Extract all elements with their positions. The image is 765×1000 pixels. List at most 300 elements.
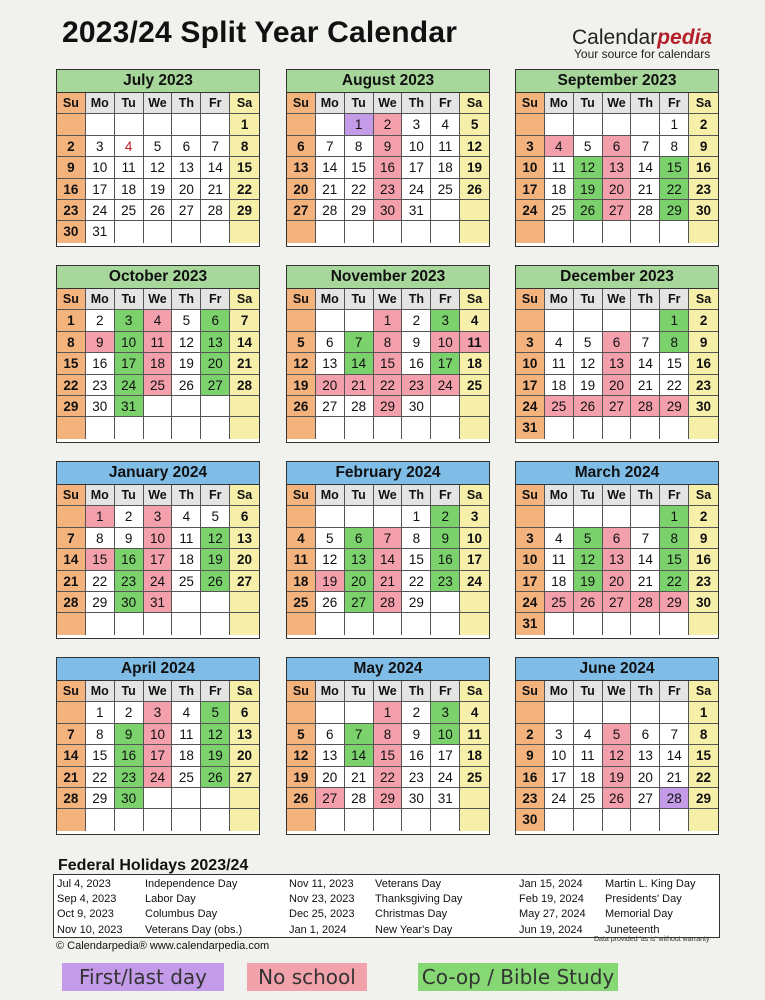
day-cell: 2	[57, 136, 86, 157]
day-cell: 2	[689, 506, 718, 527]
brand-name-b: pedia	[657, 26, 713, 49]
day-cell: 10	[431, 724, 460, 745]
day-cell: 5	[144, 136, 173, 157]
day-cell: 16	[115, 745, 144, 766]
month-grid	[516, 289, 718, 439]
holidays-column	[289, 877, 462, 938]
weekday-header: Tu	[115, 93, 144, 114]
day-cell: 27	[287, 200, 316, 221]
month-grid	[287, 681, 489, 831]
day-cell: 21	[345, 767, 374, 788]
day-cell: 23	[374, 179, 403, 200]
month-title: May 2024	[287, 658, 489, 681]
day-cell: 9	[689, 136, 718, 157]
day-cell: 6	[631, 724, 660, 745]
day-cell: 30	[115, 788, 144, 809]
day-cell: 27	[603, 200, 632, 221]
day-cell: 11	[115, 157, 144, 178]
weekday-header: Sa	[460, 681, 489, 702]
day-cell: 8	[57, 332, 86, 353]
day-cell: 20	[345, 571, 374, 592]
month-calendar	[56, 69, 260, 247]
day-cell: 3	[460, 506, 489, 527]
holiday-row	[57, 877, 242, 892]
day-cell: 3	[431, 702, 460, 723]
day-cell: 18	[460, 353, 489, 374]
day-cell: 11	[545, 353, 574, 374]
empty-day-cell	[57, 809, 86, 830]
day-cell: 9	[115, 528, 144, 549]
weekday-header: We	[603, 681, 632, 702]
holiday-row	[57, 892, 242, 907]
empty-day-cell	[287, 310, 316, 331]
empty-day-cell	[402, 221, 431, 242]
empty-day-cell	[57, 613, 86, 634]
empty-day-cell	[316, 809, 345, 830]
empty-day-cell	[230, 809, 259, 830]
holiday-date: Jul 4, 2023	[57, 878, 111, 890]
day-cell: 25	[545, 592, 574, 613]
day-cell: 30	[86, 396, 115, 417]
day-cell: 5	[460, 114, 489, 135]
day-cell: 20	[230, 549, 259, 570]
empty-day-cell	[574, 221, 603, 242]
day-cell: 21	[631, 571, 660, 592]
weekday-header: Su	[57, 681, 86, 702]
day-cell: 1	[374, 702, 403, 723]
day-cell: 23	[115, 571, 144, 592]
empty-day-cell	[431, 613, 460, 634]
empty-day-cell	[172, 221, 201, 242]
empty-day-cell	[631, 506, 660, 527]
day-cell: 10	[431, 332, 460, 353]
day-cell: 14	[631, 353, 660, 374]
empty-day-cell	[660, 702, 689, 723]
day-cell: 2	[516, 724, 545, 745]
day-cell: 1	[86, 506, 115, 527]
day-cell: 13	[172, 157, 201, 178]
day-cell: 24	[115, 375, 144, 396]
holiday-name: Christmas Day	[375, 908, 448, 921]
weekday-header: Mo	[86, 485, 115, 506]
weekday-header: Fr	[201, 289, 230, 310]
empty-day-cell	[402, 613, 431, 634]
empty-day-cell	[345, 417, 374, 438]
day-cell: 29	[402, 592, 431, 613]
day-cell: 21	[660, 767, 689, 788]
empty-day-cell	[374, 506, 403, 527]
holidays-title: Federal Holidays 2023/24	[58, 857, 249, 874]
day-cell: 15	[86, 549, 115, 570]
weekday-header: We	[374, 681, 403, 702]
empty-day-cell	[603, 702, 632, 723]
weekday-header: Sa	[460, 485, 489, 506]
day-cell: 12	[574, 549, 603, 570]
weekday-header: Sa	[230, 289, 259, 310]
day-cell: 29	[345, 200, 374, 221]
day-cell: 16	[516, 767, 545, 788]
empty-day-cell	[431, 396, 460, 417]
day-cell: 4	[460, 310, 489, 331]
day-cell: 1	[660, 506, 689, 527]
day-cell: 20	[287, 179, 316, 200]
empty-day-cell	[603, 809, 632, 830]
empty-day-cell	[144, 221, 173, 242]
day-cell: 3	[516, 136, 545, 157]
weekday-header: Mo	[86, 93, 115, 114]
weekday-header: Su	[57, 289, 86, 310]
month-grid	[287, 93, 489, 243]
holiday-name: Thanksgiving Day	[375, 893, 463, 906]
day-cell: 7	[345, 724, 374, 745]
day-cell: 26	[201, 571, 230, 592]
weekday-header: Mo	[545, 485, 574, 506]
day-cell: 4	[545, 528, 574, 549]
day-cell: 16	[402, 745, 431, 766]
day-cell: 12	[201, 528, 230, 549]
weekday-header: Mo	[86, 681, 115, 702]
weekday-header: We	[144, 93, 173, 114]
day-cell: 31	[402, 200, 431, 221]
day-cell: 9	[402, 724, 431, 745]
day-cell: 21	[345, 375, 374, 396]
holiday-date: Nov 23, 2023	[289, 893, 355, 906]
day-cell: 3	[402, 114, 431, 135]
day-cell: 15	[374, 353, 403, 374]
day-cell: 9	[402, 332, 431, 353]
day-cell: 25	[460, 767, 489, 788]
empty-day-cell	[431, 221, 460, 242]
day-cell: 18	[545, 571, 574, 592]
day-cell: 23	[431, 571, 460, 592]
day-cell: 18	[172, 745, 201, 766]
empty-day-cell	[230, 592, 259, 613]
empty-day-cell	[431, 200, 460, 221]
empty-day-cell	[230, 788, 259, 809]
empty-day-cell	[287, 702, 316, 723]
day-cell: 8	[345, 136, 374, 157]
day-cell: 4	[172, 702, 201, 723]
weekday-header: Tu	[115, 289, 144, 310]
day-cell: 2	[402, 702, 431, 723]
day-cell: 11	[460, 332, 489, 353]
day-cell: 15	[660, 549, 689, 570]
day-cell: 22	[660, 571, 689, 592]
empty-day-cell	[144, 809, 173, 830]
day-cell: 22	[660, 179, 689, 200]
day-cell: 9	[689, 332, 718, 353]
day-cell: 17	[431, 353, 460, 374]
day-cell: 16	[402, 353, 431, 374]
month-title: November 2023	[287, 266, 489, 289]
day-cell: 13	[316, 353, 345, 374]
weekday-header: Su	[57, 93, 86, 114]
day-cell: 17	[402, 157, 431, 178]
day-cell: 15	[660, 157, 689, 178]
day-cell: 24	[431, 375, 460, 396]
month-calendar	[286, 265, 490, 443]
day-cell: 28	[345, 788, 374, 809]
day-cell: 29	[689, 788, 718, 809]
day-cell: 22	[345, 179, 374, 200]
day-cell: 24	[516, 200, 545, 221]
day-cell: 4	[115, 136, 144, 157]
day-cell: 11	[460, 724, 489, 745]
empty-day-cell	[603, 506, 632, 527]
holiday-row	[519, 892, 695, 907]
day-cell: 17	[516, 179, 545, 200]
day-cell: 12	[287, 353, 316, 374]
month-calendar	[286, 69, 490, 247]
empty-day-cell	[230, 221, 259, 242]
day-cell: 3	[144, 506, 173, 527]
day-cell: 29	[374, 396, 403, 417]
weekday-header: Fr	[660, 289, 689, 310]
weekday-header: Su	[287, 93, 316, 114]
weekday-header: Fr	[201, 485, 230, 506]
day-cell: 17	[516, 571, 545, 592]
day-cell: 6	[230, 506, 259, 527]
empty-day-cell	[460, 221, 489, 242]
day-cell: 14	[374, 549, 403, 570]
weekday-header: We	[374, 485, 403, 506]
weekday-header: We	[603, 485, 632, 506]
month-grid	[57, 289, 259, 439]
day-cell: 25	[172, 767, 201, 788]
day-cell: 23	[689, 571, 718, 592]
empty-day-cell	[574, 809, 603, 830]
day-cell: 22	[230, 179, 259, 200]
day-cell: 1	[660, 114, 689, 135]
day-cell: 24	[86, 200, 115, 221]
day-cell: 28	[57, 788, 86, 809]
weekday-header: Mo	[316, 485, 345, 506]
empty-day-cell	[516, 506, 545, 527]
day-cell: 22	[660, 375, 689, 396]
day-cell: 24	[144, 571, 173, 592]
day-cell: 30	[374, 200, 403, 221]
empty-day-cell	[660, 417, 689, 438]
month-grid	[287, 289, 489, 439]
day-cell: 3	[431, 310, 460, 331]
empty-day-cell	[57, 702, 86, 723]
day-cell: 8	[374, 724, 403, 745]
holiday-name: Veterans Day (obs.)	[145, 923, 243, 936]
day-cell: 17	[115, 353, 144, 374]
holidays-column	[519, 877, 695, 938]
day-cell: 23	[689, 375, 718, 396]
empty-day-cell	[516, 702, 545, 723]
day-cell: 10	[144, 528, 173, 549]
day-cell: 11	[545, 157, 574, 178]
weekday-header: Mo	[316, 93, 345, 114]
day-cell: 6	[230, 702, 259, 723]
day-cell: 23	[86, 375, 115, 396]
day-cell: 28	[660, 788, 689, 809]
weekday-header: Fr	[660, 485, 689, 506]
day-cell: 5	[201, 506, 230, 527]
empty-day-cell	[460, 613, 489, 634]
empty-day-cell	[345, 613, 374, 634]
month-title: August 2023	[287, 70, 489, 93]
day-cell: 13	[287, 157, 316, 178]
weekday-header: Tu	[574, 485, 603, 506]
day-cell: 23	[402, 767, 431, 788]
day-cell: 26	[603, 788, 632, 809]
empty-day-cell	[172, 592, 201, 613]
day-cell: 24	[144, 767, 173, 788]
day-cell: 15	[689, 745, 718, 766]
holiday-name: New Year's Day	[375, 923, 453, 936]
empty-day-cell	[57, 114, 86, 135]
empty-day-cell	[86, 613, 115, 634]
day-cell: 24	[460, 571, 489, 592]
day-cell: 26	[316, 592, 345, 613]
month-calendar	[286, 461, 490, 639]
day-cell: 27	[172, 200, 201, 221]
empty-day-cell	[689, 221, 718, 242]
day-cell: 6	[287, 136, 316, 157]
day-cell: 13	[345, 549, 374, 570]
month-title: April 2024	[57, 658, 259, 681]
day-cell: 16	[115, 549, 144, 570]
day-cell: 17	[460, 549, 489, 570]
empty-day-cell	[345, 702, 374, 723]
empty-day-cell	[201, 114, 230, 135]
day-cell: 19	[574, 375, 603, 396]
day-cell: 25	[545, 396, 574, 417]
empty-day-cell	[460, 417, 489, 438]
weekday-header: We	[603, 93, 632, 114]
day-cell: 14	[230, 332, 259, 353]
day-cell: 18	[545, 375, 574, 396]
day-cell: 20	[603, 375, 632, 396]
day-cell: 19	[172, 353, 201, 374]
empty-day-cell	[144, 114, 173, 135]
weekday-header: Su	[516, 681, 545, 702]
weekday-header: Sa	[460, 93, 489, 114]
weekday-header: Th	[402, 485, 431, 506]
day-cell: 13	[603, 157, 632, 178]
weekday-header: Su	[287, 681, 316, 702]
empty-day-cell	[374, 417, 403, 438]
day-cell: 19	[287, 767, 316, 788]
empty-day-cell	[516, 310, 545, 331]
weekday-header: Fr	[660, 93, 689, 114]
day-cell: 14	[660, 745, 689, 766]
day-cell: 24	[516, 396, 545, 417]
day-cell: 29	[374, 788, 403, 809]
day-cell: 24	[545, 788, 574, 809]
empty-day-cell	[689, 613, 718, 634]
weekday-header: We	[144, 485, 173, 506]
holiday-date: Jan 15, 2024	[519, 878, 583, 890]
day-cell: 15	[57, 353, 86, 374]
day-cell: 28	[57, 592, 86, 613]
day-cell: 25	[545, 200, 574, 221]
weekday-header: We	[144, 289, 173, 310]
empty-day-cell	[574, 506, 603, 527]
day-cell: 29	[86, 592, 115, 613]
day-cell: 18	[460, 745, 489, 766]
month-calendar	[515, 69, 719, 247]
day-cell: 27	[603, 396, 632, 417]
day-cell: 12	[460, 136, 489, 157]
weekday-header: Th	[402, 681, 431, 702]
day-cell: 30	[57, 221, 86, 242]
weekday-header: Th	[402, 289, 431, 310]
empty-day-cell	[660, 613, 689, 634]
legend-no-school: No school	[247, 963, 367, 991]
empty-day-cell	[316, 613, 345, 634]
holiday-date: Jun 19, 2024	[519, 923, 583, 936]
day-cell: 5	[172, 310, 201, 331]
weekday-header: Sa	[230, 93, 259, 114]
weekday-header: Tu	[574, 93, 603, 114]
day-cell: 31	[516, 613, 545, 634]
empty-day-cell	[201, 788, 230, 809]
day-cell: 30	[689, 592, 718, 613]
day-cell: 14	[201, 157, 230, 178]
weekday-header: Su	[516, 93, 545, 114]
day-cell: 7	[660, 724, 689, 745]
empty-day-cell	[631, 310, 660, 331]
holiday-row	[57, 907, 242, 922]
day-cell: 26	[574, 200, 603, 221]
empty-day-cell	[115, 221, 144, 242]
day-cell: 14	[316, 157, 345, 178]
weekday-header: Su	[287, 289, 316, 310]
day-cell: 31	[516, 417, 545, 438]
empty-day-cell	[57, 417, 86, 438]
empty-day-cell	[431, 592, 460, 613]
empty-day-cell	[402, 417, 431, 438]
empty-day-cell	[172, 417, 201, 438]
weekday-header: We	[144, 681, 173, 702]
day-cell: 22	[402, 571, 431, 592]
day-cell: 26	[287, 396, 316, 417]
day-cell: 11	[574, 745, 603, 766]
empty-day-cell	[230, 613, 259, 634]
day-cell: 18	[545, 179, 574, 200]
empty-day-cell	[460, 592, 489, 613]
weekday-header: Sa	[689, 485, 718, 506]
day-cell: 25	[144, 375, 173, 396]
weekday-header: Th	[631, 289, 660, 310]
empty-day-cell	[574, 417, 603, 438]
day-cell: 3	[545, 724, 574, 745]
day-cell: 1	[86, 702, 115, 723]
day-cell: 3	[144, 702, 173, 723]
empty-day-cell	[201, 613, 230, 634]
day-cell: 19	[316, 571, 345, 592]
weekday-header: Mo	[316, 681, 345, 702]
day-cell: 12	[316, 549, 345, 570]
month-calendar	[515, 657, 719, 835]
day-cell: 10	[402, 136, 431, 157]
empty-day-cell	[86, 417, 115, 438]
day-cell: 14	[57, 745, 86, 766]
day-cell: 6	[172, 136, 201, 157]
holiday-name: Veterans Day	[375, 878, 442, 890]
day-cell: 19	[460, 157, 489, 178]
brand-name-a: Calendar	[572, 26, 658, 49]
day-cell: 4	[545, 332, 574, 353]
day-cell: 8	[402, 528, 431, 549]
empty-day-cell	[660, 809, 689, 830]
day-cell: 12	[603, 745, 632, 766]
weekday-header: Tu	[574, 289, 603, 310]
